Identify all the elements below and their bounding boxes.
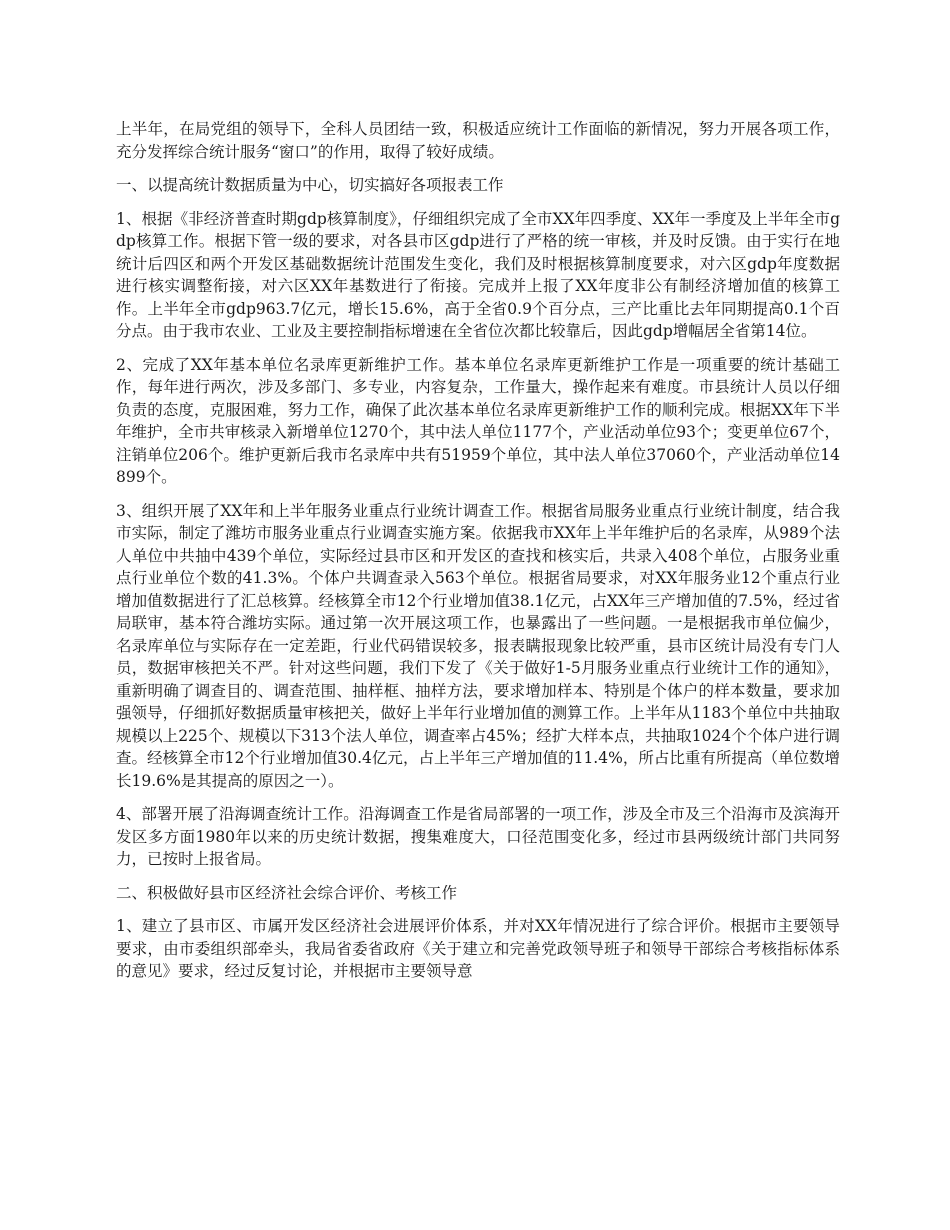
body-paragraph: 1、根据《非经济普查时期gdp核算制度》，仔细组织完成了全市XX年四季度、XX年一季度及上半年全市gdp核算工作。根据下管一级的要求，对各县市区gdp进行了严格的统一审核，并及时反馈。由于实行在地统计后四区和两个开发区基础数据统计范围发生变化，我们及时根据核算制度要求，对六区gdp年度数据进行核实调整衔接，对六区XX年基数进行了衔接。完成并上报了XX年度非公有制经济增加值的核算工作。上半年全市gdp963.7亿元，增长15.6%，高于全省0.9个百分点，三产比重比去年同期提高0.1个百分点。由于我市农业、工业及主要控制指标增速在全省位次都比较靠后，因此gdp增幅居全省第14位。 [116,209,840,340]
body-paragraph: 2、完成了XX年基本单位名录库更新维护工作。基本单位名录库更新维护工作是一项重要的统计基础工作，每年进行两次，涉及多部门、多专业，内容复杂，工作量大，操作起来有难度。市县统计人员以仔细负责的态度，克服困难，努力工作，确保了此次基本单位名录库更新维护工作的顺利完成。根据XX年下半年维护，全市共审核录入新增单位1270个，其中法人单位1177个，产业活动单位93个；变更单位67个，注销单位206个。维护更新后我市名录库中共有51959个单位，其中法人单位37060个，产业活动单位14899个。 [116,355,840,486]
document-page [116,118,840,994]
section-heading: 二、积极做好县市区经济社会综合评价、考核工作 [116,883,458,902]
body-paragraph: 1、建立了县市区、市属开发区经济社会进展评价体系，并对XX年情况进行了综合评价。根据市主要领导要求，由市委组织部牵头，我局省委省政府《关于建立和完善党政领导班子和领导干部综合考核指标体系的意见》要求，经过反复讨论，并根据市主要领导意 [116,917,840,980]
body-paragraph: 3、组织开展了XX年和上半年服务业重点行业统计调查工作。根据省局服务业重点行业统计制度，结合我市实际，制定了潍坊市服务业重点行业调查实施方案。依据我市XX年上半年维护后的名录库，从989个法人单位中共抽中439个单位，实际经过县市区和开发区的查找和核实后，共录入408个单位，占服务业重点行业单位个数的41.3%。个体户共调查录入563个单位。根据省局要求，对XX年服务业12个重点行业增加值数据进行了汇总核算。经核算全市12个行业增加值38.1亿元，占XX年三产增加值的7.5%，经过省局联审，基本符合潍坊实际。通过第一次开展这项工作，也暴露出了一些问题。一是根据我市单位偏少，名录库单位与实际存在一定差距，行业代码错误较多，报表瞒报现象比较严重，县市区统计局没有专门人员，数据审核把关不严。针对这些问题，我们下发了《关于做好1-5月服务业重点行业统计工作的通知》，重新明确了调查目的、调查范围、抽样框、抽样方法，要求增加样本、特别是个体户的样本数量，要求加强领导，仔细抓好数据质量审核把关，做好上半年行业增加值的测算工作。上半年从1183个单位中共抽取规模以上225个、规模以下313个法人单位，调查率占45%；经扩大样本点，共抽取1024个个体户进行调查。经核算全市12个行业增加值30.4亿元，占上半年三产增加值的11.4%，所占比重有所提高（单位数增长19.6%是其提高的原因之一）。 [116,501,840,790]
body-paragraph: 4、部署开展了沿海调查统计工作。沿海调查工作是省局部署的一项工作，涉及全市及三个沿海市及滨海开发区多方面1980年以来的历史统计数据，搜集难度大，口径范围变化多，经过市县两级统计部门共同努力，已按时上报省局。 [116,805,840,868]
section-heading: 一、以提高统计数据质量为中心，切实搞好各项报表工作 [116,176,504,194]
intro-paragraph: 上半年，在局党组的领导下，全科人员团结一致，积极适应统计工作面临的新情况，努力开展各项工作，充分发挥综合统计服务“窗口”的作用，取得了较好成绩。 [116,120,840,161]
